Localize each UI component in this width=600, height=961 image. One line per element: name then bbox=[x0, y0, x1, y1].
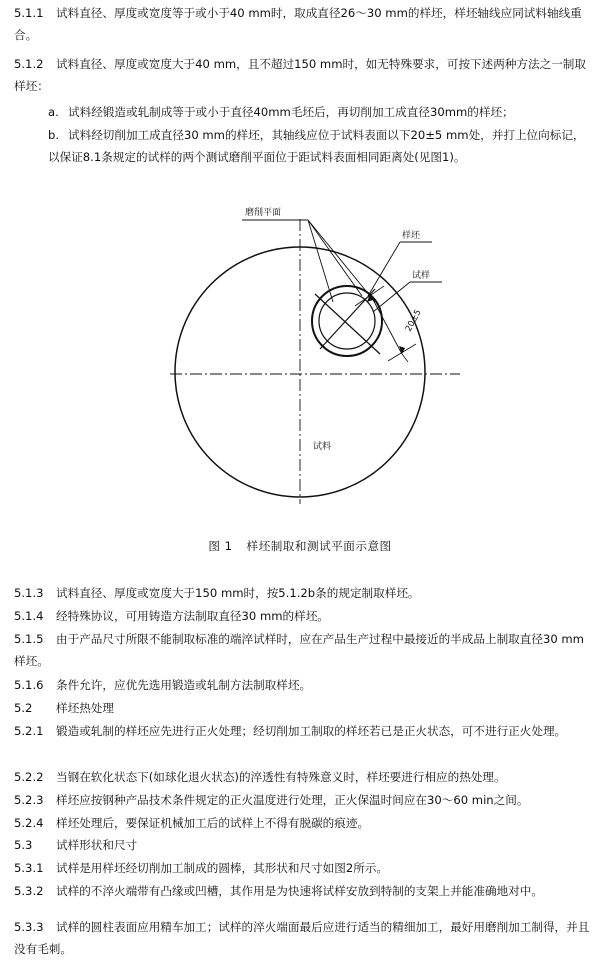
clause-text: 当钢在软化状态下(如球化退火状态)的淬透性有特殊意义时，样坯要进行相应的热处理。 bbox=[56, 770, 506, 784]
clause-text: 样坯应按钢种产品技术条件规定的正火温度进行处理，正火保温时间应在30～60 min之间。 bbox=[56, 793, 529, 807]
clause-number: 5.1.1 bbox=[14, 6, 44, 20]
clause-number: 5.1.3 bbox=[14, 586, 44, 600]
clause-5-2-4 bbox=[14, 812, 590, 834]
clause-text: 试样的不淬火端带有凸缘或凹槽，其作用是为快速将试样安放到特制的支架上并能准确地对中。 bbox=[56, 884, 543, 898]
label-specimen: 试样 bbox=[412, 271, 431, 281]
clause-5-1-2-a bbox=[48, 101, 590, 123]
clause-text: 样坯处理后，要保证机械加工后的试样上不得有脱碳的痕迹。 bbox=[56, 816, 370, 830]
dimension-tail bbox=[402, 354, 408, 362]
clause-5-1-2-b bbox=[48, 124, 590, 168]
clause-text: 试料经锻造或轧制成等于或小于直径40mm毛坯后，再切削加工成直径30mm的样坯； bbox=[68, 105, 514, 119]
clause-text: 试样是用样坯经切削加工制成的圆棒，其形状和尺寸如图2所示。 bbox=[56, 861, 389, 875]
clause-number: 5.1.5 bbox=[14, 632, 44, 646]
clause-5-2-2 bbox=[14, 766, 590, 788]
clause-number: 5.2.1 bbox=[14, 724, 44, 738]
section-5-3 bbox=[14, 834, 590, 856]
clause-text: 试料直径、厚度或宽度大于150 mm时，按5.1.2b条的规定制取样坯。 bbox=[56, 586, 420, 600]
figure-1 bbox=[170, 184, 460, 524]
clause-5-3-1 bbox=[14, 857, 590, 879]
clause-5-1-2 bbox=[14, 53, 590, 97]
clause-5-2-3 bbox=[14, 789, 590, 811]
clause-text: 试料直径、厚度或宽度大于40 mm，且不超过150 mm时，如无特殊要求，可按下述两种方法之一制取样坯： bbox=[14, 57, 586, 93]
clause-number: 5.3.2 bbox=[14, 884, 44, 898]
clause-text: 试样的圆柱表面应用精车加工；试样的淬火端面最后应进行适当的精细加工，最好用磨削加工制得，并且没有毛刺。 bbox=[14, 920, 590, 956]
clause-number: 5.3 bbox=[14, 838, 33, 852]
clause-text: 试料直径、厚度或宽度等于或小于40 mm时，取成直径26～30 mm的样坯，样坯轴线应同试料轴线重合。 bbox=[14, 6, 582, 42]
label-blank: 样坯 bbox=[402, 231, 421, 241]
clause-5-1-4 bbox=[14, 605, 590, 627]
label-dimension: 20±5 bbox=[403, 308, 424, 334]
label-grinding-plane: 磨削平面 bbox=[245, 208, 282, 218]
clause-number: 5.1.6 bbox=[14, 678, 44, 692]
clause-number: a. bbox=[48, 105, 59, 119]
clause-5-3-3 bbox=[14, 916, 590, 960]
clause-5-1-3 bbox=[14, 582, 590, 604]
clause-number: 5.2.3 bbox=[14, 793, 44, 807]
clause-5-3-2 bbox=[14, 880, 590, 902]
clause-number: 5.2.4 bbox=[14, 816, 44, 830]
caption-number: 图 1 bbox=[208, 539, 233, 553]
clause-5-2-1 bbox=[14, 720, 590, 742]
clause-text: 条件允许，应优先选用锻造或轧制方法制取样坯。 bbox=[56, 678, 312, 692]
clause-number: b. bbox=[48, 128, 60, 142]
caption-text: 样坯制取和测试平面示意图 bbox=[246, 539, 392, 553]
leader-grinding-2 bbox=[308, 220, 362, 296]
leader-grinding-1 bbox=[308, 220, 333, 302]
leader-blank bbox=[368, 242, 400, 296]
label-material: 试料 bbox=[313, 442, 332, 452]
clause-5-1-5 bbox=[14, 628, 590, 672]
clause-text: 锻造或轧制的样坯应先进行正火处理；经切削加工制取的样坯若已是正火状态，可不进行正火处理。 bbox=[56, 724, 567, 738]
figure-1-drawing bbox=[170, 184, 460, 524]
clause-text: 样坯热处理 bbox=[56, 701, 114, 715]
figure-caption bbox=[0, 538, 600, 554]
clause-number: 5.3.3 bbox=[14, 920, 44, 934]
clause-number: 5.1.2 bbox=[14, 57, 44, 71]
grinding-plane-line-1 bbox=[315, 294, 380, 354]
clause-text: 由于产品尺寸所限不能制取标准的端淬试样时，应在产品生产过程中最接近的半成品上制取直径30 mm样坯。 bbox=[14, 632, 584, 668]
clause-number: 5.3.1 bbox=[14, 861, 44, 875]
clause-text: 试料经切削加工成直径30 mm的样坯，其轴线应位于试料表面以下20±5 mm处，并打上位向标记，以保证8.1条规定的试样的两个测试磨削平面位于距试料表面相同距离处(见图1)。 bbox=[48, 128, 585, 164]
clause-text: 试样形状和尺寸 bbox=[56, 838, 138, 852]
clause-number: 5.2 bbox=[14, 701, 33, 715]
clause-5-1-1 bbox=[14, 2, 590, 46]
clause-text: 经特殊协议，可用铸造方法制取直径30 mm的样坯。 bbox=[56, 609, 329, 623]
clause-5-1-6 bbox=[14, 674, 590, 696]
clause-number: 5.2.2 bbox=[14, 770, 44, 784]
leader-grinding-3 bbox=[308, 220, 375, 302]
section-5-2 bbox=[14, 697, 590, 719]
clause-number: 5.1.4 bbox=[14, 609, 44, 623]
